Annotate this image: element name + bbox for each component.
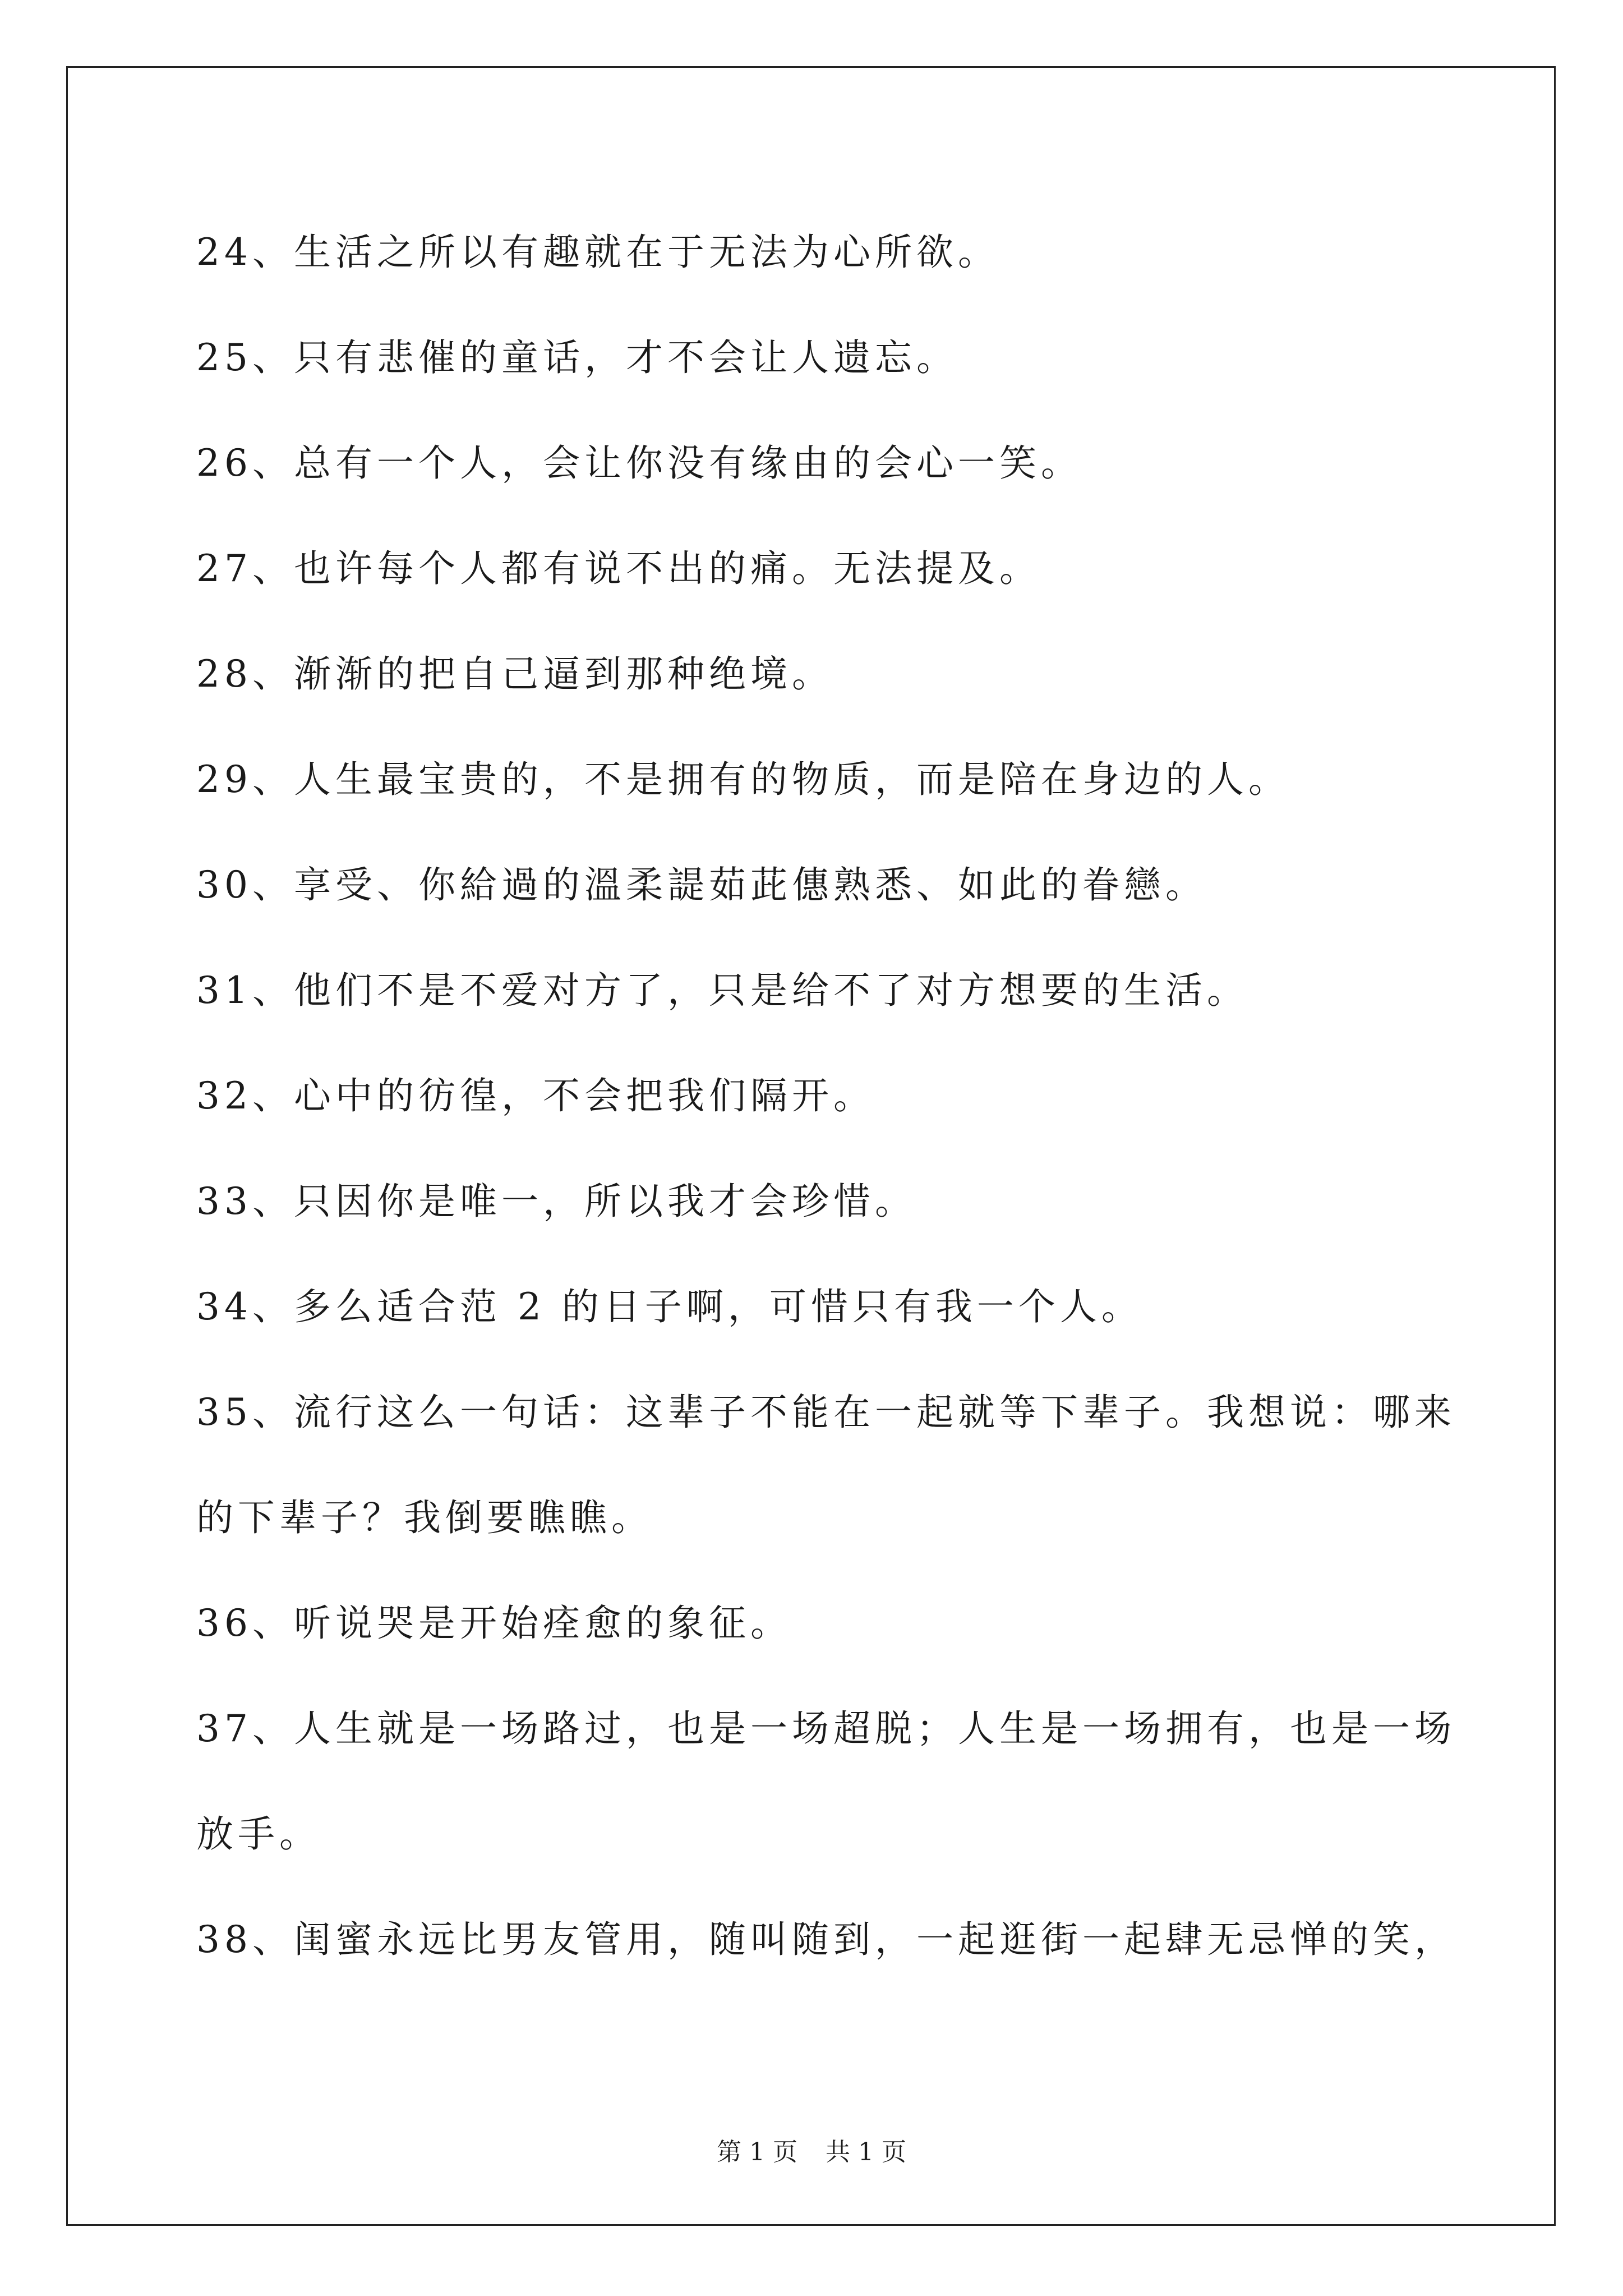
text-line: 的下辈子？我倒要瞧瞧。 <box>196 1496 653 1539</box>
text-line: 30、享受、你給過的溫柔諟茹茈僡熟悉、如此的眷戀。 <box>196 863 1207 907</box>
text-line: 28、渐渐的把自己逼到那种绝境。 <box>196 652 833 696</box>
page-footer <box>0 2132 1623 2168</box>
text-line: 27、也许每个人都有说不出的痛。无法提及。 <box>196 547 1041 590</box>
text-line: 25、只有悲催的童话，才不会让人遗忘。 <box>196 336 958 379</box>
text-line: 38、闺蜜永远比男友管用，随叫随到，一起逛街一起肆无忌惮的笑， <box>196 1918 1456 1961</box>
text-line: 32、心中的彷徨，不会把我们隔开。 <box>196 1074 875 1117</box>
text-line: 放手。 <box>196 1812 321 1856</box>
text-line: 33、只因你是唯一，所以我才会珍惜。 <box>196 1180 916 1223</box>
text-line: 24、生活之所以有趣就在于无法为心所欲。 <box>196 231 999 274</box>
text-line: 35、流行这么一句话：这辈子不能在一起就等下辈子。我想说：哪来 <box>196 1391 1456 1434</box>
page-number-current: 第 1 页 <box>717 2138 797 2166</box>
document-body <box>196 224 1456 2017</box>
text-line: 26、总有一个人，会让你没有缘由的会心一笑。 <box>196 441 1082 485</box>
text-line: 36、听说哭是开始痊愈的象征。 <box>196 1602 792 1645</box>
text-line: 34、多么适合范 2 的日子啊，可惜只有我一个人。 <box>196 1285 1143 1328</box>
text-line: 37、人生就是一场路过，也是一场超脱；人生是一场拥有，也是一场 <box>196 1707 1456 1750</box>
text-line: 31、他们不是不爱对方了，只是给不了对方想要的生活。 <box>196 969 1248 1012</box>
page-number-total: 共 1 页 <box>826 2138 906 2166</box>
text-line: 29、人生最宝贵的，不是拥有的物质，而是陪在身边的人。 <box>196 758 1290 801</box>
